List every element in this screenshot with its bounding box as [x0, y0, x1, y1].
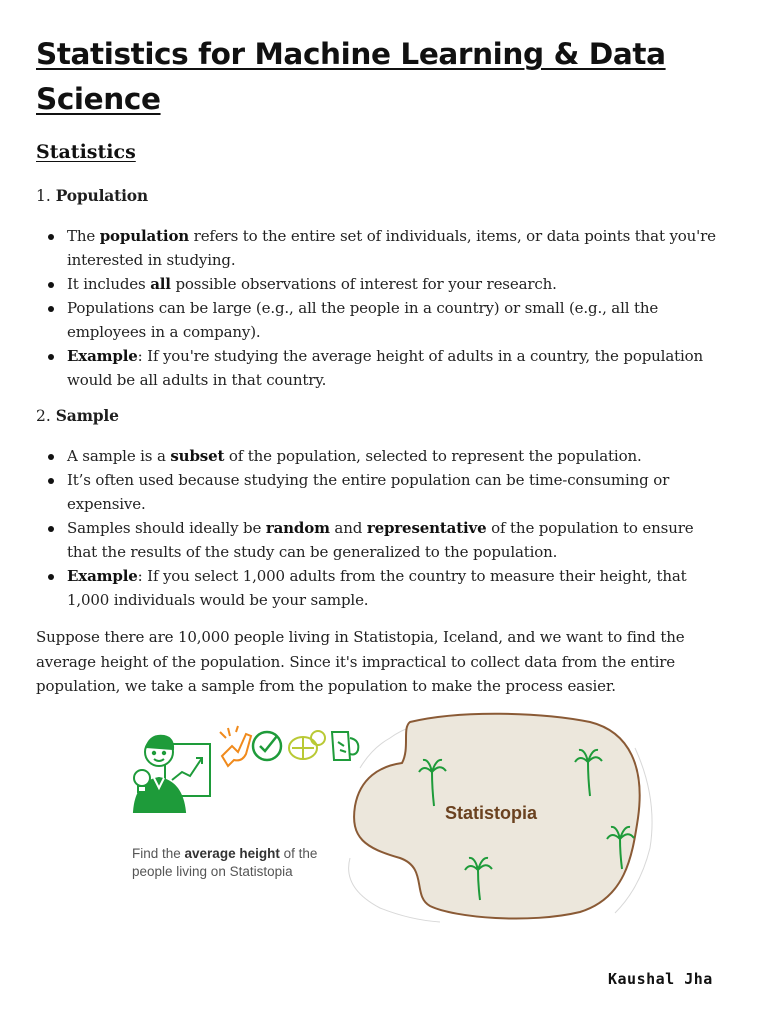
- island-label: Statistopia: [445, 803, 538, 823]
- list-item: Example: If you select 1,000 adults from the country to measure their height, that 1,000 individuals would be your sample.: [36, 564, 726, 612]
- list-item: It’s often used because studying the entire population can be time-consuming or expensive.: [36, 468, 726, 516]
- sample-bullet-list: [36, 444, 726, 612]
- subheading-number: 1.: [36, 187, 51, 205]
- pointing-hand-icon: [220, 726, 251, 766]
- subheading-number: 2.: [36, 407, 51, 425]
- list-item: It includes all possible observations of interest for your research.: [36, 272, 726, 296]
- subheading-label: Sample: [55, 406, 119, 425]
- checkmark-icon: [253, 732, 281, 760]
- body-paragraph: Suppose there are 10,000 people living in Statistopia, Iceland, and we want to find the average height of the population. Since it's impractical to collect data from the entire population, we take a sample from the population to make the process easier.: [36, 628, 685, 695]
- author-footer: Kaushal Jha: [608, 970, 713, 988]
- statistopia-illustration: [110, 708, 670, 924]
- illustration-svg: [110, 708, 670, 924]
- list-item: Populations can be large (e.g., all the people in a country) or small (e.g., all the employees in a company).: [36, 296, 726, 344]
- subheading-sample: [36, 406, 119, 425]
- population-bullet-list: [36, 224, 726, 392]
- lemon-icon: [289, 731, 325, 759]
- subheading-label: Population: [55, 186, 149, 205]
- juice-jug-icon: [332, 732, 358, 760]
- subheading-population: [36, 186, 148, 205]
- list-item: Example: If you're studying the average height of adults in a country, the population would be all adults in that country.: [36, 344, 726, 392]
- list-item: A sample is a subset of the population, selected to represent the population.: [36, 444, 726, 468]
- document-title: Statistics for Machine Learning & Data Science: [36, 37, 666, 116]
- section-heading-statistics: Statistics: [36, 141, 136, 163]
- list-item: The population refers to the entire set of individuals, items, or data points that you're interested in studying.: [36, 224, 726, 272]
- list-item: Samples should ideally be random and representative of the population to ensure that the results of the study can be generalized to the population.: [36, 516, 726, 564]
- figure-caption: Find the average height of the people living on Statistopia: [132, 846, 318, 879]
